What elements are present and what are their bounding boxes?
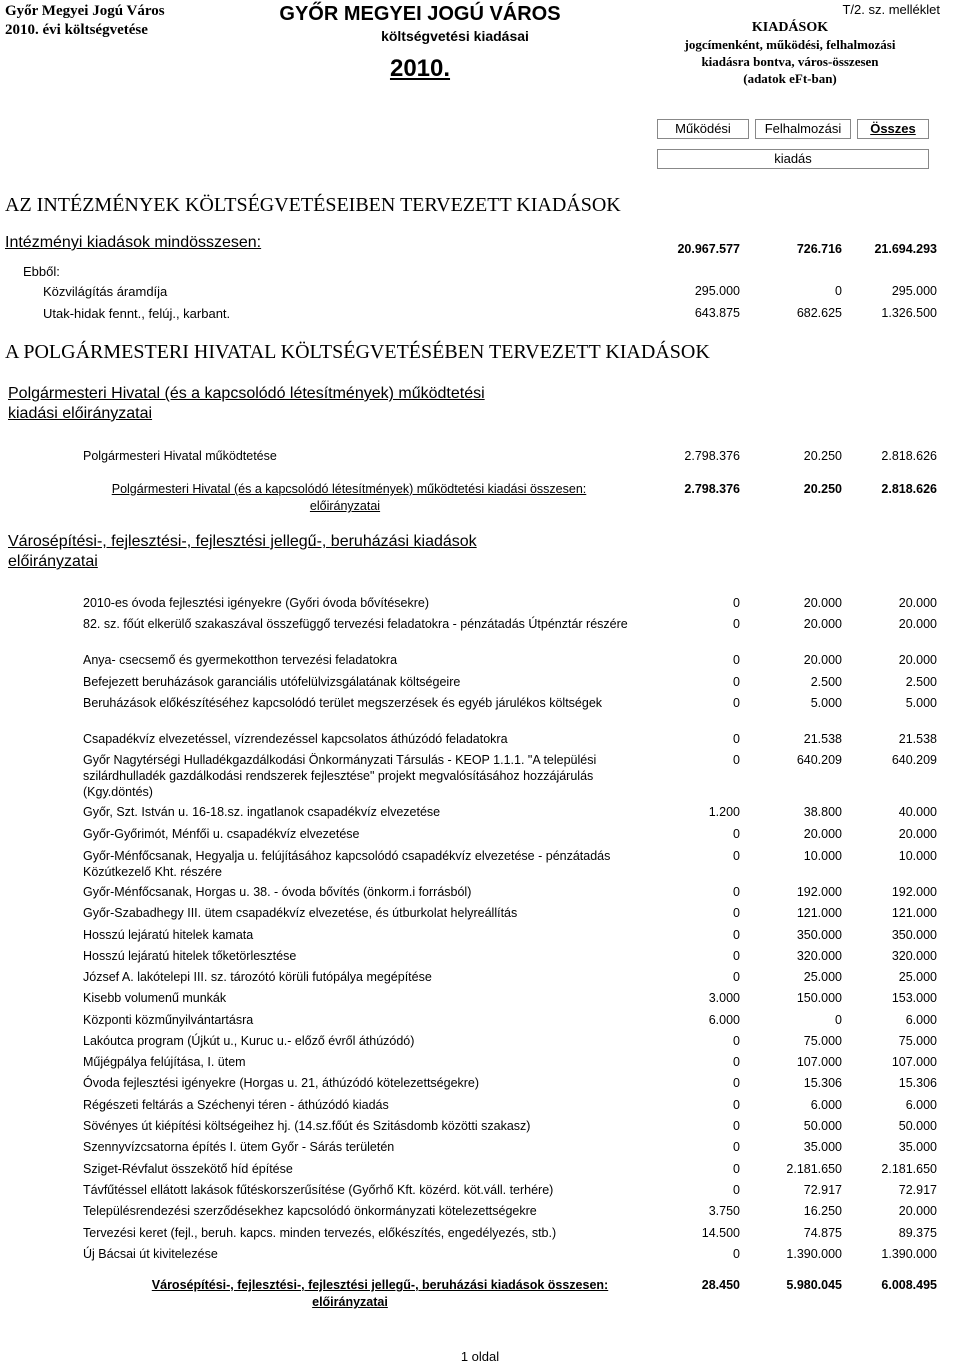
table-row-label: Beruházások előkészítéséhez kapcsolódó terület megszerzések és egyéb járulékos költségek <box>83 696 603 710</box>
section2-total-line1: Polgármesteri Hivatal (és a kapcsolódó létesítmények) működtetési kiadási összesen: <box>111 482 587 496</box>
header-center-year: 2010. <box>389 55 451 82</box>
table-row-label: Sövényes út kiépítési költségeihez hj. (14.sz.főút és Szitásdomb közötti szakasz) <box>83 1119 531 1133</box>
table-row-label: Hosszú lejáratú hitelek kamata <box>83 928 254 942</box>
table-row-v3: 2.181.650 <box>881 1162 937 1176</box>
section3-total-label <box>60 1277 640 1311</box>
table-row-v2: 20.000 <box>803 827 842 841</box>
table-row-v2: 20.000 <box>803 596 842 610</box>
table-row-v1: 6.000 <box>708 1013 740 1027</box>
table-row-v2: 150.000 <box>796 991 842 1005</box>
section1-row-label: Utak-hidak fennt., felúj., karbant. <box>43 306 231 321</box>
table-row-v3: 21.538 <box>898 732 937 746</box>
section2-row-v1: 2.798.376 <box>684 449 740 463</box>
table-row-v1: 0 <box>733 1055 740 1069</box>
section2-row-v3: 2.818.626 <box>881 449 937 463</box>
table-row-v1: 1.200 <box>708 805 740 819</box>
header-right-attach: T/2. sz. melléklet <box>842 2 940 17</box>
table-row-label: Győr-Ménfőcsanak, Horgas u. 38. - óvoda bővítés (önkorm.i forrásból) <box>83 885 472 899</box>
table-row-v2: 21.538 <box>803 732 842 746</box>
table-row-v3: 320.000 <box>891 949 937 963</box>
table-row-v3: 640.209 <box>891 753 937 767</box>
section1-row-v1: 643.875 <box>694 306 740 320</box>
section1-row-v2: 682.625 <box>796 306 842 320</box>
table-row-v2: 20.000 <box>803 617 842 631</box>
table-row-v2: 15.306 <box>803 1076 842 1090</box>
table-row-v3: 50.000 <box>898 1119 937 1133</box>
table-row-label: Központi közműnyilvántartásra <box>83 1013 254 1027</box>
table-row-v2: 2.181.650 <box>786 1162 842 1176</box>
table-row-label: Győr, Szt. István u. 16-18.sz. ingatlanok csapadékvíz elvezetése <box>83 805 441 819</box>
section1-total-v2: 726.716 <box>796 242 842 256</box>
table-row-v3: 107.000 <box>891 1055 937 1069</box>
section3-title <box>8 532 477 572</box>
table-row-v2: 192.000 <box>796 885 842 899</box>
table-row-v3: 5.000 <box>905 696 937 710</box>
table-row-label: Óvoda fejlesztési igényekre (Horgas u. 21, áthúzódó kötelezettségekre) <box>83 1076 480 1090</box>
table-row-v2: 0 <box>835 1013 842 1027</box>
table-row-v2: 16.250 <box>803 1204 842 1218</box>
table-row-label: Győr-Győrimót, Ménfői u. csapadékvíz elvezetése <box>83 827 360 841</box>
table-row-v1: 3.000 <box>708 991 740 1005</box>
table-row-v3: 20.000 <box>898 827 937 841</box>
table-row-v1: 0 <box>733 1183 740 1197</box>
section1-total-label: Intézményi kiadások mindösszesen: <box>5 234 262 251</box>
table-row-v3: 121.000 <box>891 906 937 920</box>
table-row-v2: 1.390.000 <box>786 1247 842 1261</box>
header-right-line2: jogcímenként, működési, felhalmozási <box>684 37 896 52</box>
section2-title: A POLGÁRMESTERI HIVATAL KÖLTSÉGVETÉSÉBEN TERVEZETT KIADÁSOK <box>5 341 710 363</box>
table-row-v1: 0 <box>733 753 740 767</box>
header-right <box>640 2 940 87</box>
table-row-label: Győr Nagytérségi Hulladékgazdálkodási Önkormányzati Társulás - KEOP 1.1.1. "A települési szilárdhulladék gazdálkodási rendszerek fejlesztése" projekt megvalósításához hozzájárulás (Kgy.döntés) <box>83 753 597 799</box>
section1-row-v2: 0 <box>835 284 842 298</box>
col-header-kiadas: kiadás <box>657 149 929 169</box>
table-row-v1: 3.750 <box>708 1204 740 1218</box>
table-row-v3: 1.390.000 <box>881 1247 937 1261</box>
table-row-v3: 6.000 <box>905 1098 937 1112</box>
table-row-v2: 74.875 <box>803 1226 842 1240</box>
section1-row-v3: 295.000 <box>891 284 937 298</box>
table-row-v1: 0 <box>733 732 740 746</box>
table-row-label: Távfűtéssel ellátott lakások fűtéskorszerűsítése (Győrhő Kft. közérd. köt.váll. terhére) <box>83 1183 554 1197</box>
table-row-v1: 0 <box>733 1076 740 1090</box>
table-row-label: Győr-Ménfőcsanak, Hegyalja u. felújításához kapcsolódó csapadékvíz elvezetése - pénzátadás Közútkezelő Kht. részére <box>83 849 611 879</box>
section2-subtitle-line2: kiadási előirányzatai <box>8 405 153 422</box>
table-row-v2: 50.000 <box>803 1119 842 1133</box>
table-row-label: 82. sz. főút elkerülő szakaszával összefüggő tervezési feladatokra - pénzátadás Útpénztár részére <box>83 617 628 631</box>
table-row-v3: 20.000 <box>898 1204 937 1218</box>
table-row-label: Kisebb volumenű munkák <box>83 991 227 1005</box>
table-row-label: Szennyvízcsatorna építés I. ütem Győr - Sárás területén <box>83 1140 395 1154</box>
table-row-label: Győr-Szabadhegy III. ütem csapadékvíz elvezetése, és útburkolat helyreállítás <box>83 906 518 920</box>
table-row-v3: 6.000 <box>905 1013 937 1027</box>
table-row-v3: 2.500 <box>905 675 937 689</box>
table-row-v1: 0 <box>733 1034 740 1048</box>
table-row-v1: 0 <box>733 949 740 963</box>
section2-total-line2: előirányzatai <box>309 499 381 513</box>
section1-title: AZ INTÉZMÉNYEK KÖLTSÉGVETÉSEIBEN TERVEZETT KIADÁSOK <box>5 194 621 216</box>
section2-subtitle-line1: Polgármesteri Hivatal (és a kapcsolódó létesítmények) működtetési <box>8 385 485 402</box>
table-row-v2: 38.800 <box>803 805 842 819</box>
table-row-v1: 0 <box>733 696 740 710</box>
table-row-v1: 0 <box>733 827 740 841</box>
table-row-v3: 25.000 <box>898 970 937 984</box>
section1-row-v1: 295.000 <box>694 284 740 298</box>
section2-total-label <box>50 481 640 515</box>
table-row-v3: 89.375 <box>898 1226 937 1240</box>
table-row-v3: 10.000 <box>898 849 937 863</box>
table-row-label: József A. lakótelepi III. sz. tározótó körüli futópálya megépítése <box>83 970 432 984</box>
col-header-osszes: Összes <box>857 119 929 139</box>
table-row-v1: 14.500 <box>701 1226 740 1240</box>
header-center-sub: költségvetési kiadásai <box>381 28 529 44</box>
table-row-label: 2010-es óvoda fejlesztési igényekre (Győri óvoda bővítésekre) <box>83 596 430 610</box>
table-row-v1: 0 <box>733 885 740 899</box>
table-row-v1: 0 <box>733 617 740 631</box>
table-row-label: Régészeti feltárás a Széchenyi téren - áthúzódó kiadás <box>83 1098 389 1112</box>
table-row-v3: 40.000 <box>898 805 937 819</box>
header-left-line2: 2010. évi költségvetése <box>5 22 148 38</box>
table-row-v2: 25.000 <box>803 970 842 984</box>
table-row-label: Csapadékvíz elvezetéssel, vízrendezéssel kapcsolatos áthúzódó feladatokra <box>83 732 508 746</box>
header-center-title: GYŐR MEGYEI JOGÚ VÁROS <box>279 3 561 25</box>
table-row-v2: 35.000 <box>803 1140 842 1154</box>
table-row-v1: 0 <box>733 1140 740 1154</box>
section3-total-v1: 28.450 <box>701 1278 740 1292</box>
table-row-v2: 20.000 <box>803 653 842 667</box>
section1-total-v1: 20.967.577 <box>677 242 740 256</box>
table-row-v2: 5.000 <box>810 696 842 710</box>
section1-row-v3: 1.326.500 <box>881 306 937 320</box>
table-row-label: Tervezési keret (fejl., beruh. kapcs. minden tervezés, előkészítés, engedélyezés, stb.) <box>83 1226 557 1240</box>
header-center <box>250 2 590 84</box>
section1-ebbol: Ebből: <box>23 264 60 279</box>
table-row-label: Új Bácsai út kivitelezése <box>83 1247 218 1261</box>
header-left-line1: Győr Megyei Jogú Város <box>5 3 165 19</box>
table-row-v1: 0 <box>733 970 740 984</box>
table-row-v2: 72.917 <box>803 1183 842 1197</box>
table-row-v1: 0 <box>733 675 740 689</box>
section2-subtitle <box>8 384 485 424</box>
table-row-v3: 72.917 <box>898 1183 937 1197</box>
table-row-v1: 0 <box>733 1162 740 1176</box>
table-row-v2: 320.000 <box>796 949 842 963</box>
table-row-v1: 0 <box>733 653 740 667</box>
table-row-label: Hosszú lejáratú hitelek tőketörlesztése <box>83 949 297 963</box>
table-row-v3: 15.306 <box>898 1076 937 1090</box>
table-row-v3: 192.000 <box>891 885 937 899</box>
section3-total-v3: 6.008.495 <box>881 1278 937 1292</box>
table-row-v3: 350.000 <box>891 928 937 942</box>
table-row-v1: 0 <box>733 596 740 610</box>
table-row-v1: 0 <box>733 928 740 942</box>
table-row-label: Műjégpálya felújítása, I. ütem <box>83 1055 246 1069</box>
section3-total-line1: Városépítési-, fejlesztési-, fejlesztési jellegű-, beruházási kiadások összesen: <box>151 1278 609 1292</box>
table-row-v2: 350.000 <box>796 928 842 942</box>
table-row-label: Befejezett beruházások garanciális utófelülvizsgálatának költségeire <box>83 675 461 689</box>
col-header-mukodesi: Működési <box>657 119 749 139</box>
table-row-v1: 0 <box>733 1247 740 1261</box>
table-row-v3: 153.000 <box>891 991 937 1005</box>
section3-total-line2: előirányzatai <box>312 1295 388 1309</box>
section3-total-v2: 5.980.045 <box>786 1278 842 1292</box>
table-row-v2: 10.000 <box>803 849 842 863</box>
col-header-felhalmozasi: Felhalmozási <box>755 119 851 139</box>
table-row-v2: 640.209 <box>796 753 842 767</box>
section2-row-v2: 20.250 <box>803 449 842 463</box>
table-row-v3: 20.000 <box>898 617 937 631</box>
header-left <box>5 2 165 40</box>
section3-title-line1: Városépítési-, fejlesztési-, fejlesztési jellegű-, beruházási kiadások <box>8 533 477 550</box>
header-right-line3: kiadásra bontva, város-összesen <box>701 54 879 69</box>
header-right-line4: (adatok eFt-ban) <box>743 71 837 86</box>
table-row-v1: 0 <box>733 1098 740 1112</box>
section2-total-v1: 2.798.376 <box>684 482 740 496</box>
table-row-v1: 0 <box>733 849 740 863</box>
table-row-v2: 6.000 <box>810 1098 842 1112</box>
page-number: 1 oldal <box>460 1349 500 1364</box>
table-row-v1: 0 <box>733 906 740 920</box>
table-row-v3: 20.000 <box>898 653 937 667</box>
section2-total-v3: 2.818.626 <box>881 482 937 496</box>
header-right-title: KIADÁSOK <box>751 20 829 35</box>
table-row-label: Sziget-Révfalut összekötő híd építése <box>83 1162 293 1176</box>
section1-row-label: Közvilágítás áramdíja <box>43 284 168 299</box>
table-row-v1: 0 <box>733 1119 740 1133</box>
section1-total-v3: 21.694.293 <box>874 242 937 256</box>
table-row-v2: 75.000 <box>803 1034 842 1048</box>
table-row-v2: 107.000 <box>796 1055 842 1069</box>
table-row-v2: 121.000 <box>796 906 842 920</box>
section2-row-label: Polgármesteri Hivatal működtetése <box>83 449 277 463</box>
table-row-v3: 75.000 <box>898 1034 937 1048</box>
section2-total-v2: 20.250 <box>803 482 842 496</box>
table-row-label: Lakóutca program (Újkút u., Kuruc u.- előző évről áthúzódó) <box>83 1034 415 1048</box>
table-row-label: Településrendezési szerződésekhez kapcsolódó önkormányzati kötelezettségekre <box>83 1204 537 1218</box>
table-row-label: Anya- csecsemő és gyermekotthon tervezési feladatokra <box>83 653 398 667</box>
table-row-v3: 20.000 <box>898 596 937 610</box>
table-row-v3: 35.000 <box>898 1140 937 1154</box>
table-row-v2: 2.500 <box>810 675 842 689</box>
section3-title-line2: előirányzatai <box>8 553 98 570</box>
